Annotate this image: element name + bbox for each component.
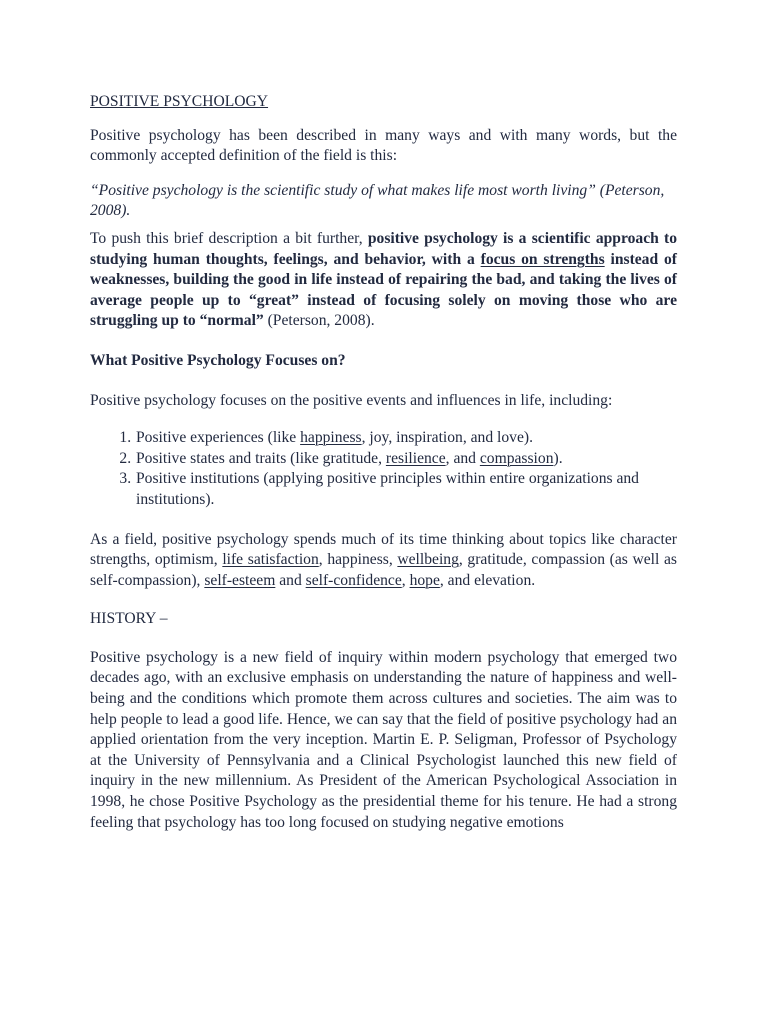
list-item (135, 449, 677, 470)
list-item (135, 469, 677, 510)
topics-text: , (401, 571, 410, 589)
focus-on-strengths-link[interactable]: focus on strengths (480, 250, 605, 268)
intro-paragraph: Positive psychology has been described in many ways and with many words, but the commonly accepted definition of the field is this: (90, 126, 677, 165)
self-confidence-link[interactable]: self-confidence (305, 571, 402, 589)
document-page (90, 92, 677, 833)
life-satisfaction-link[interactable]: life satisfaction (222, 551, 319, 569)
topics-text: , gratitude, compassion (as well as self-compassion), (90, 551, 677, 589)
focus-heading: What Positive Psychology Focuses on? (90, 351, 346, 369)
list-item (135, 428, 677, 449)
description-lead: To push this brief description a bit further, (90, 229, 368, 247)
description-bold-part-1: positive psychology is a scientific approach to studying human thoughts, feelings, and behavior, with a (90, 229, 678, 268)
history-paragraph: Positive psychology is a new field of inquiry within modern psychology that emerged two decades ago, with an exclusive emphasis on understanding the nature of happiness and well-being and the conditions which promote them across cultures and societies. The aim was to help people to lead a good life. Hence, we can say that the field of positive psychology had an applied orientation from the very inception. Martin E. P. Seligman, Professor of Psychology at the University of Pennsylvania and a Clinical Psychologist launched this new field of inquiry in the new millennium. As President of the American Psychological Association in 1998, he chose Positive Psychology as the presidential theme for his tenure. He had a strong feeling that psychology has too long focused on studying negative emotions (90, 648, 677, 831)
description-citation: (Peterson, 2008). (263, 312, 375, 330)
focus-intro-paragraph: Positive psychology focuses on the positive events and influences in life, including: (90, 391, 613, 409)
description-paragraph (90, 229, 677, 332)
list-item-text: ). (553, 449, 563, 467)
topics-text: , and elevation. (439, 571, 536, 589)
topics-text: and (275, 571, 306, 589)
happiness-link[interactable]: happiness (300, 429, 362, 447)
description-bold-part-2: instead of weaknesses, building the good in life instead of repairing the bad, and taking the lives of average people up to “great” instead of focusing solely on moving those who are struggling up to “normal” (90, 250, 677, 330)
resilience-link[interactable]: resilience (385, 449, 446, 467)
list-item-text: , and (445, 449, 480, 467)
wellbeing-link[interactable]: wellbeing (397, 551, 459, 569)
list-item-text: , joy, inspiration, and love). (361, 429, 533, 447)
page-title: POSITIVE PSYCHOLOGY (90, 93, 269, 110)
definition-quote: “Positive psychology is the scientific study of what makes life most worth living” (Peterson, 2008). (90, 181, 665, 220)
topics-text: As a field, positive psychology spends much of its time thinking about topics like character strengths, optimism, (90, 530, 677, 569)
self-esteem-link[interactable]: self-esteem (204, 571, 276, 589)
list-item-text: Positive experiences (like (136, 429, 301, 447)
topics-paragraph (90, 530, 677, 592)
compassion-link[interactable]: compassion (479, 449, 554, 467)
list-item-text: Positive states and traits (like gratitude, (136, 449, 386, 467)
hope-link[interactable]: hope (409, 571, 440, 589)
list-item-text: Positive institutions (applying positive principles within entire organizations and institutions). (136, 470, 639, 508)
focus-list (90, 428, 677, 510)
history-heading: HISTORY – (90, 610, 168, 628)
topics-text: , happiness, (318, 551, 398, 569)
